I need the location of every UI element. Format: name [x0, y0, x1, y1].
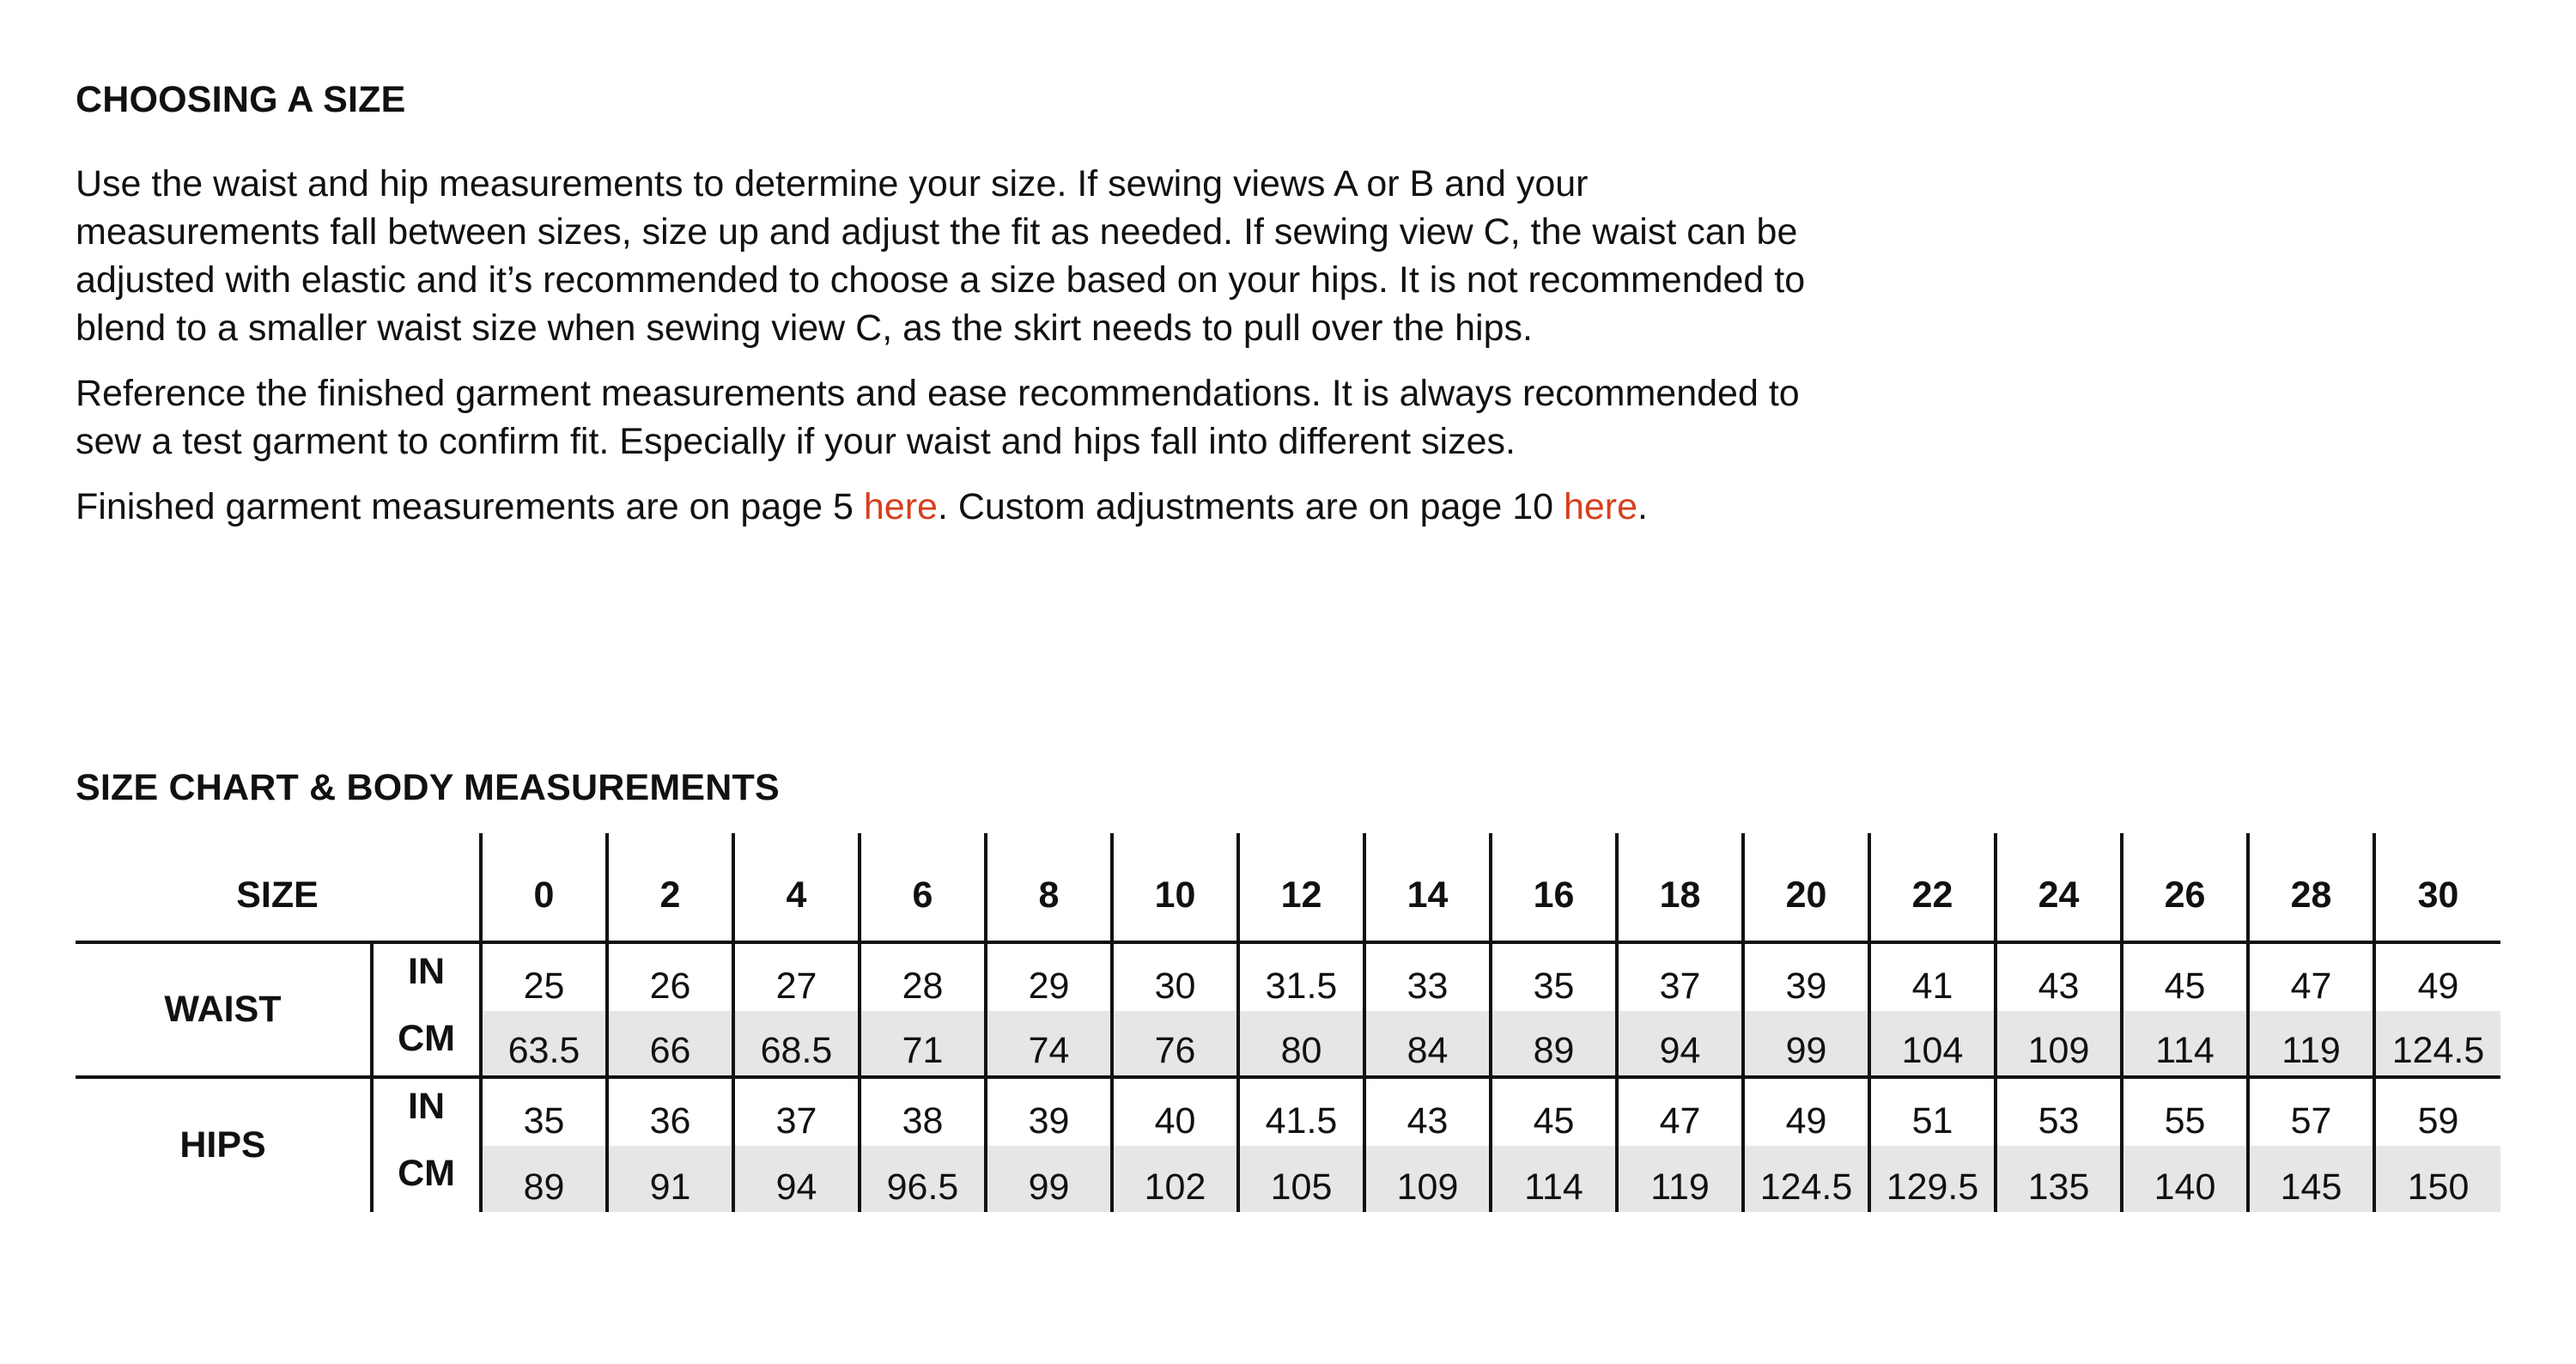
hips-in-value: 36: [607, 1077, 733, 1146]
size-header-cell: 26: [2122, 833, 2248, 942]
size-header-cell: 28: [2248, 833, 2374, 942]
size-chart-table: [76, 833, 2500, 1212]
waist-cm-value: 63.5: [481, 1011, 607, 1077]
waist-label: WAIST: [76, 942, 372, 1077]
waist-in-value: 33: [1364, 942, 1491, 1011]
size-header-cell: 22: [1869, 833, 1996, 942]
hips-cm-value: 105: [1238, 1146, 1364, 1212]
waist-in-value: 45: [2122, 942, 2248, 1011]
waist-cm-value: 76: [1112, 1011, 1238, 1077]
waist-cm-value: 99: [1743, 1011, 1869, 1077]
waist-cm-value: 89: [1491, 1011, 1617, 1077]
hips-cm-value: 135: [1996, 1146, 2122, 1212]
hips-cm-value: 129.5: [1869, 1146, 1996, 1212]
size-header-cell: 16: [1491, 833, 1617, 942]
waist-in-value: 41: [1869, 942, 1996, 1011]
hips-cm-value: 96.5: [860, 1146, 986, 1212]
waist-in-value: 39: [1743, 942, 1869, 1011]
waist-cm-value: 80: [1238, 1011, 1364, 1077]
waist-cm-value: 119: [2248, 1011, 2374, 1077]
hips-in-value: 53: [1996, 1077, 2122, 1146]
hips-in-value: 55: [2122, 1077, 2248, 1146]
hips-in-value: 49: [1743, 1077, 1869, 1146]
hips-in-unit: IN: [372, 1077, 481, 1146]
custom-adjustments-link[interactable]: here: [1563, 486, 1638, 527]
hips-in-value: 47: [1617, 1077, 1743, 1146]
size-header-cell: 14: [1364, 833, 1491, 942]
hips-cm-value: 150: [2374, 1146, 2500, 1212]
hips-in-value: 39: [986, 1077, 1112, 1146]
waist-in-value: 27: [733, 942, 860, 1011]
choosing-size-heading: CHOOSING A SIZE: [76, 79, 406, 120]
hips-in-value: 38: [860, 1077, 986, 1146]
choosing-size-text: [76, 160, 1810, 548]
hips-in-value: 45: [1491, 1077, 1617, 1146]
hips-cm-row: [76, 1146, 2500, 1212]
waist-in-value: 30: [1112, 942, 1238, 1011]
waist-cm-value: 68.5: [733, 1011, 860, 1077]
hips-in-row: [76, 1077, 2500, 1146]
size-header-row: [76, 833, 2500, 942]
paragraph-references: [76, 483, 1810, 531]
hips-label: HIPS: [76, 1077, 372, 1212]
size-header-cell: 2: [607, 833, 733, 942]
size-header-cell: 6: [860, 833, 986, 942]
hips-cm-value: 119: [1617, 1146, 1743, 1212]
size-header-cell: 10: [1112, 833, 1238, 942]
size-header-cell: 20: [1743, 833, 1869, 942]
paragraph-test-garment: Reference the finished garment measurements and ease recommendations. It is always recommended to sew a test garment to confirm fit. Especially if your waist and hips fall into different sizes.: [76, 373, 1800, 462]
size-header-cell: 30: [2374, 833, 2500, 942]
waist-cm-value: 71: [860, 1011, 986, 1077]
hips-in-value: 37: [733, 1077, 860, 1146]
references-text-2: . Custom adjustments are on page 10: [937, 486, 1564, 527]
waist-cm-value: 84: [1364, 1011, 1491, 1077]
waist-cm-value: 114: [2122, 1011, 2248, 1077]
references-text-3: .: [1637, 486, 1648, 527]
waist-cm-value: 104: [1869, 1011, 1996, 1077]
hips-in-value: 41.5: [1238, 1077, 1364, 1146]
waist-in-unit: IN: [372, 942, 481, 1011]
size-header-label: SIZE: [236, 874, 319, 916]
hips-cm-value: 91: [607, 1146, 733, 1212]
waist-cm-value: 66: [607, 1011, 733, 1077]
hips-in-value: 59: [2374, 1077, 2500, 1146]
waist-in-value: 31.5: [1238, 942, 1364, 1011]
waist-in-value: 25: [481, 942, 607, 1011]
hips-in-value: 43: [1364, 1077, 1491, 1146]
waist-cm-value: 109: [1996, 1011, 2122, 1077]
waist-in-row: [76, 942, 2500, 1011]
finished-measurements-link[interactable]: here: [863, 486, 938, 527]
hips-in-value: 40: [1112, 1077, 1238, 1146]
hips-cm-value: 94: [733, 1146, 860, 1212]
hips-in-value: 57: [2248, 1077, 2374, 1146]
hips-cm-value: 145: [2248, 1146, 2374, 1212]
hips-cm-value: 140: [2122, 1146, 2248, 1212]
size-header-cell: 12: [1238, 833, 1364, 942]
waist-in-value: 28: [860, 942, 986, 1011]
waist-cm-value: 74: [986, 1011, 1112, 1077]
waist-in-value: 43: [1996, 942, 2122, 1011]
hips-cm-value: 89: [481, 1146, 607, 1212]
size-header-cell: 0: [481, 833, 607, 942]
waist-in-value: 37: [1617, 942, 1743, 1011]
hips-cm-unit: CM: [372, 1146, 481, 1212]
hips-cm-value: 102: [1112, 1146, 1238, 1212]
hips-cm-value: 114: [1491, 1146, 1617, 1212]
size-header-cell: 24: [1996, 833, 2122, 942]
waist-in-value: 47: [2248, 942, 2374, 1011]
size-header-cell: 8: [986, 833, 1112, 942]
size-chart-heading: SIZE CHART & BODY MEASUREMENTS: [76, 767, 780, 808]
paragraph-size-guidance: Use the waist and hip measurements to determine your size. If sewing views A or B and your measurements fall between sizes, size up and adjust the fit as needed. If sewing view C, the waist can be adjusted with elastic and it’s recommended to choose a size based on your hips. It is not recommended to blend to a smaller waist size when sewing view C, as the skirt needs to pull over the hips.: [76, 163, 1806, 349]
waist-cm-value: 124.5: [2374, 1011, 2500, 1077]
hips-cm-value: 109: [1364, 1146, 1491, 1212]
waist-cm-value: 94: [1617, 1011, 1743, 1077]
waist-in-value: 35: [1491, 942, 1617, 1011]
size-header-cell: 18: [1617, 833, 1743, 942]
hips-cm-value: 99: [986, 1146, 1112, 1212]
waist-in-value: 29: [986, 942, 1112, 1011]
hips-in-value: 35: [481, 1077, 607, 1146]
size-header-cell: 4: [733, 833, 860, 942]
hips-cm-value: 124.5: [1743, 1146, 1869, 1212]
waist-cm-unit: CM: [372, 1011, 481, 1077]
waist-in-value: 26: [607, 942, 733, 1011]
waist-cm-row: [76, 1011, 2500, 1077]
waist-in-value: 49: [2374, 942, 2500, 1011]
hips-in-value: 51: [1869, 1077, 1996, 1146]
references-text-1: Finished garment measurements are on page 5: [76, 486, 864, 527]
